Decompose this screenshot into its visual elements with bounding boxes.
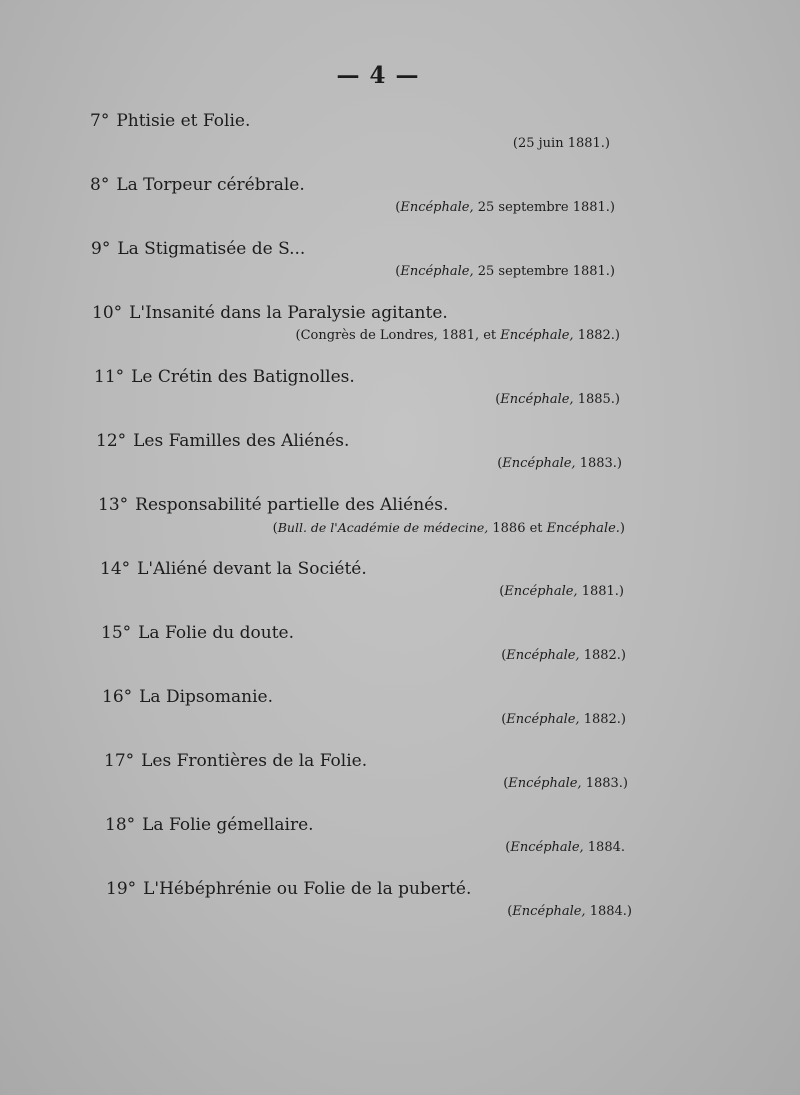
entry-title bbox=[100, 554, 367, 584]
citation-work: Encéphale, bbox=[502, 456, 576, 471]
citation-open: ( bbox=[295, 328, 301, 343]
entry-title bbox=[102, 682, 273, 712]
entry-number: 11° bbox=[94, 367, 125, 387]
entry-citation bbox=[503, 773, 628, 795]
list-item bbox=[0, 554, 800, 618]
entry-title bbox=[96, 426, 349, 456]
entry-number: 18° bbox=[105, 815, 136, 835]
citation-close: ) bbox=[622, 776, 628, 791]
entry-number: 16° bbox=[102, 687, 133, 707]
citation-open: ( bbox=[497, 456, 503, 471]
entry-title bbox=[106, 874, 471, 904]
citation-close: ) bbox=[609, 200, 615, 215]
list-item bbox=[0, 362, 800, 426]
citation-work: Encéphale, bbox=[506, 648, 580, 663]
entry-title-text: La Torpeur cérébrale. bbox=[116, 175, 305, 195]
list-item bbox=[0, 298, 800, 362]
citation-date: 1881. bbox=[577, 584, 619, 599]
list-item bbox=[0, 426, 800, 490]
entry-title-text: L'Aliéné devant la Société. bbox=[137, 559, 367, 579]
page-number: — 4 — bbox=[336, 62, 420, 89]
entry-number: 15° bbox=[101, 623, 132, 643]
citation-prefix: 1886 et bbox=[488, 521, 547, 536]
entry-number: 10° bbox=[92, 303, 123, 323]
citation-work: Encéphale, bbox=[504, 584, 578, 599]
citation-open: ( bbox=[495, 392, 501, 407]
entry-citation bbox=[395, 197, 615, 219]
entry-number: 12° bbox=[96, 431, 127, 451]
entry-title-text: Phtisie et Folie. bbox=[116, 111, 251, 131]
list-item bbox=[0, 234, 800, 298]
citation-close: ) bbox=[614, 328, 620, 343]
citation-work: Encéphale, bbox=[500, 392, 574, 407]
citation-work: Encéphale, bbox=[400, 200, 474, 215]
publication-list bbox=[0, 106, 800, 938]
list-item bbox=[0, 490, 800, 554]
list-item bbox=[0, 810, 800, 874]
entry-title-text: Responsabilité partielle des Aliénés. bbox=[135, 495, 449, 515]
citation-date: 1884. bbox=[583, 840, 625, 855]
citation-date: 25 septembre 1881. bbox=[473, 264, 610, 279]
entry-citation bbox=[497, 453, 622, 475]
entry-title bbox=[90, 106, 250, 136]
entry-title bbox=[91, 234, 305, 264]
entry-number: 17° bbox=[104, 751, 135, 771]
citation-close: ) bbox=[604, 136, 610, 151]
citation-close: ) bbox=[609, 264, 615, 279]
entry-number: 9° bbox=[91, 239, 111, 259]
entry-citation bbox=[501, 709, 626, 731]
citation-open: ( bbox=[512, 136, 518, 151]
list-item bbox=[0, 618, 800, 682]
entry-citation bbox=[495, 389, 620, 411]
entry-citation bbox=[507, 901, 632, 923]
citation-open: ( bbox=[505, 840, 511, 855]
entry-citation bbox=[395, 261, 615, 283]
list-item bbox=[0, 682, 800, 746]
entry-title bbox=[98, 490, 448, 520]
citation-date: 1882. bbox=[579, 712, 621, 727]
citation-work: Encéphale, bbox=[500, 328, 574, 343]
entry-number: 13° bbox=[98, 495, 129, 515]
citation-prefix: Congrès de Londres, 1881, et bbox=[300, 328, 501, 343]
citation-date: 1882. bbox=[573, 328, 615, 343]
citation-work: Encéphale, bbox=[506, 712, 580, 727]
entry-citation bbox=[505, 837, 625, 859]
entry-title-text: La Folie du doute. bbox=[138, 623, 295, 643]
citation-work: Encéphale. bbox=[546, 521, 620, 536]
citation-close: ) bbox=[620, 712, 626, 727]
citation-work: Encéphale, bbox=[510, 840, 584, 855]
citation-date: 1885. bbox=[573, 392, 615, 407]
entry-citation bbox=[499, 581, 624, 603]
citation-work: Encéphale, bbox=[508, 776, 582, 791]
citation-journal: Bull. de l'Académie de médecine, bbox=[277, 520, 489, 535]
entry-number: 14° bbox=[100, 559, 131, 579]
entry-title-text: L'Hébéphrénie ou Folie de la puberté. bbox=[143, 879, 472, 899]
citation-date: 1882. bbox=[579, 648, 621, 663]
citation-open: ( bbox=[395, 264, 401, 279]
citation-close: ) bbox=[620, 648, 626, 663]
citation-date: 1883. bbox=[581, 776, 623, 791]
citation-close: ) bbox=[619, 521, 625, 536]
citation-close: ) bbox=[626, 904, 632, 919]
entry-citation bbox=[501, 645, 626, 667]
entry-title-text: La Dipsomanie. bbox=[139, 687, 273, 707]
list-item bbox=[0, 874, 800, 938]
citation-date: 1884. bbox=[585, 904, 627, 919]
entry-title-text: L'Insanité dans la Paralysie agitante. bbox=[129, 303, 448, 323]
entry-title-text: La Stigmatisée de S... bbox=[117, 239, 306, 259]
citation-close: ) bbox=[618, 584, 624, 599]
citation-open: ( bbox=[272, 521, 278, 536]
entry-title bbox=[92, 298, 448, 328]
citation-open: ( bbox=[503, 776, 509, 791]
citation-open: ( bbox=[507, 904, 513, 919]
entry-title bbox=[94, 362, 355, 392]
citation-open: ( bbox=[499, 584, 505, 599]
citation-work: Encéphale, bbox=[512, 904, 586, 919]
citation-date: 25 juin 1881. bbox=[517, 136, 605, 151]
entry-citation bbox=[273, 517, 625, 540]
citation-close: ) bbox=[616, 456, 622, 471]
citation-open: ( bbox=[501, 648, 507, 663]
entry-title bbox=[104, 746, 367, 776]
citation-date: 1883. bbox=[575, 456, 617, 471]
entry-number: 19° bbox=[106, 879, 137, 899]
entry-number: 7° bbox=[90, 111, 110, 131]
list-item bbox=[0, 746, 800, 810]
entry-citation bbox=[295, 325, 620, 347]
citation-work: Encéphale, bbox=[400, 264, 474, 279]
entry-title bbox=[101, 618, 294, 648]
entry-title-text: Les Familles des Aliénés. bbox=[133, 431, 350, 451]
entry-citation bbox=[513, 133, 610, 155]
citation-close: ) bbox=[614, 392, 620, 407]
list-item bbox=[0, 170, 800, 234]
entry-title bbox=[105, 810, 314, 840]
entry-title bbox=[90, 170, 305, 200]
citation-open: ( bbox=[501, 712, 507, 727]
entry-title-text: La Folie gémellaire. bbox=[142, 815, 314, 835]
citation-open: ( bbox=[395, 200, 401, 215]
entry-number: 8° bbox=[90, 175, 110, 195]
entry-title-text: Le Crétin des Batignolles. bbox=[131, 367, 355, 387]
citation-date: 25 septembre 1881. bbox=[473, 200, 610, 215]
list-item bbox=[0, 106, 800, 170]
entry-title-text: Les Frontières de la Folie. bbox=[141, 751, 368, 771]
